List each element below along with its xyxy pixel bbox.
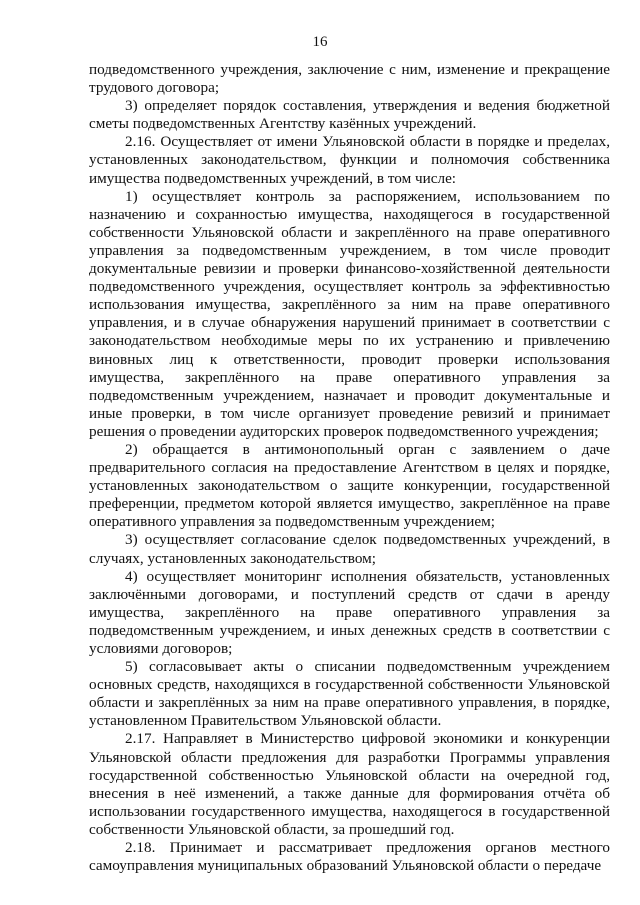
paragraph-2-16: 2.16. Осуществляет от имени Ульяновской области в порядке и пределах, установленных законодательством, функции и полномочия собственника имущества подведомственных учреждений, в том числе:	[89, 133, 610, 187]
paragraph-item-3-budget-estimates: 3) определяет порядок составления, утверждения и ведения бюджетной сметы подведомственных Агентству казённых учреждений.	[89, 97, 610, 133]
paragraph-2-17: 2.17. Направляет в Министерство цифровой экономики и конкуренции Ульяновской области предложения для разработки Программы управления государственной собственностью Ульяновской области на очередной год, внесения в неё изменений, а также данные для формирования отчёта об использовании государственного имущества, находящегося в государственной собственности Ульяновской области, за прошедший год.	[89, 730, 610, 838]
paragraph-continuation: подведомственного учреждения, заключение с ним, изменение и прекращение трудового договора;	[89, 61, 610, 97]
paragraph-item-5-write-off: 5) согласовывает акты о списании подведомственным учреждением основных средств, находящихся в государственной собственности Ульяновской области и закреплённых за ним на праве оперативного управления, в порядке, установленном Правительством Ульяновской области.	[89, 658, 610, 730]
paragraph-2-18: 2.18. Принимает и рассматривает предложения органов местного самоуправления муниципальных образований Ульяновской области о передаче	[89, 839, 610, 875]
paragraph-item-2-antimonopoly: 2) обращается в антимонопольный орган с заявлением о даче предварительного согласия на предоставление Агентством в целях и порядке, установленных законодательством о защите конкуренции, государственной преференции, предметом которой является имущество, закреплённое на праве оперативного управления за подведомственным учреждением;	[89, 440, 610, 531]
document-body	[89, 61, 610, 875]
paragraph-item-4-monitoring: 4) осуществляет мониторинг исполнения обязательств, установленных заключёнными договорами, и поступлений средств от сдачи в аренду имущества, закреплённого на праве оперативного управления за подведомственным учреждением, и иных денежных средств в соответствии с условиями договоров;	[89, 567, 610, 657]
paragraph-item-3-transactions: 3) осуществляет согласование сделок подведомственных учреждений, в случаях, установленных законодательством;	[89, 531, 610, 567]
page-number: 16	[312, 34, 328, 50]
paragraph-item-1-property-control: 1) осуществляет контроль за распоряжением, использованием по назначению и сохранностью имущества, находящегося в государственной собственности Ульяновской области и закреплённого на праве оперативного управления за подведомственным учреждением, в том числе проводит документальные ревизии и проверки финансово-хозяйственной деятельности подведомственного учреждения, осуществляет контроль за эффективностью использования имущества, закреплённого за ним на праве оперативного управления, и в случае обнаружения нарушений принимает в соответствии с законодательством необходимые меры по их устранению и привлечению виновных лиц к ответственности, проводит проверки использования имущества, закреплённого на праве оперативного управления за подведомственным учреждением, назначает и проводит документальные и иные проверки, в том числе организует проведение ревизий и принимает решения о проведении аудиторских проверок подведомственного учреждения;	[89, 187, 610, 440]
